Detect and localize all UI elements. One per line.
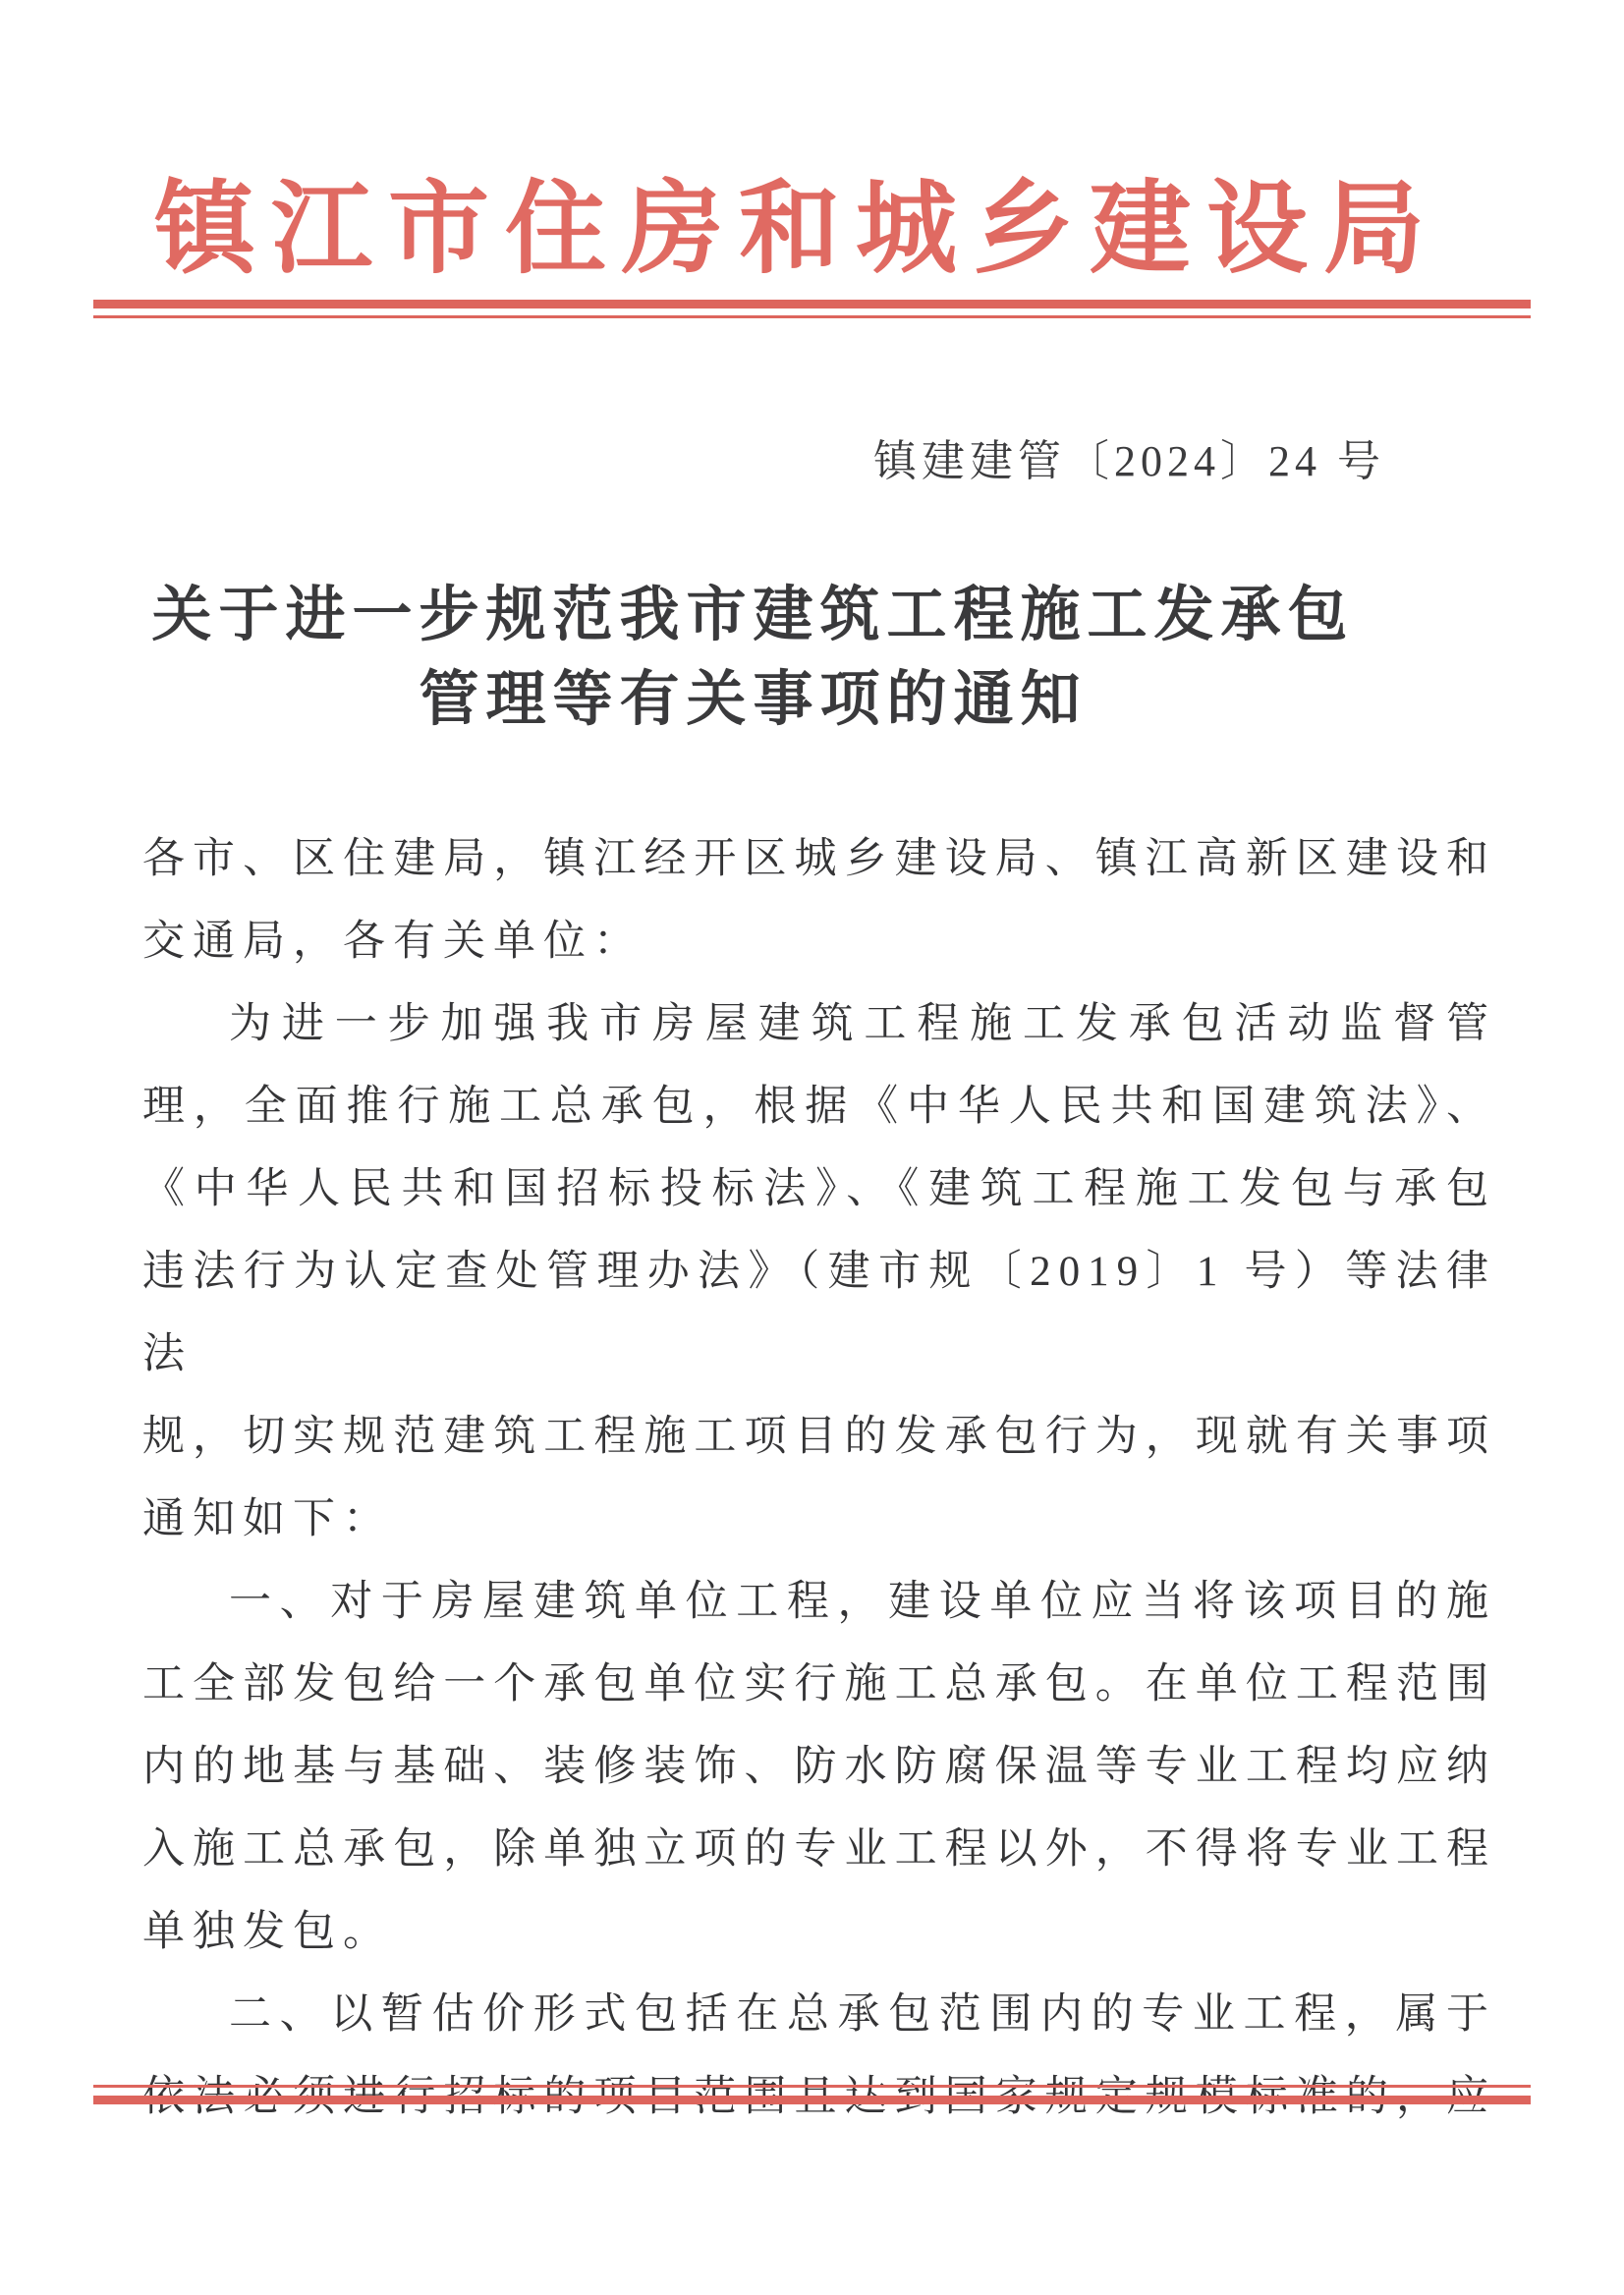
body-line-item1-3: 内的地基与基础、装修装饰、防水防腐保温等专业工程均应纳 [142,1744,1496,1790]
document-number: 镇建建管〔2024〕24 号 [873,437,1385,485]
body-line-item1-2: 工全部发包给一个承包单位实行施工总承包。在单位工程范围 [142,1661,1496,1707]
body-line-intro-4: 违法行为认定查处管理办法》（建市规〔2019〕1 号）等法律法 [142,1249,1496,1377]
header-divider-thin-line [93,315,1531,318]
body-line-intro-3: 《中华人民共和国招标投标法》、《建筑工程施工发包与承包 [142,1166,1496,1212]
footer-divider-thick-line [93,2096,1531,2104]
body-line-item1-4: 入施工总承包，除单独立项的专业工程以外，不得将专业工程 [142,1826,1496,1873]
document-body [142,818,1496,2139]
body-line-intro-1: 为进一步加强我市房屋建筑工程施工发承包活动监督管 [229,1001,1496,1047]
footer-divider [93,2085,1531,2104]
document-title-line-2: 管理等有关事项的通知 [419,665,1088,732]
agency-name: 镇江市住房和城乡建设局 [154,174,1440,286]
body-line-salutation-1: 各市、区住建局，镇江经开区城乡建设局、镇江高新区建设和 [142,836,1496,882]
footer-divider-gap [93,2088,1531,2096]
body-line-item1-1: 一、对于房屋建筑单位工程，建设单位应当将该项目的施 [229,1579,1496,1625]
document-title-line-1: 关于进一步规范我市建筑工程施工发承包 [151,581,1355,647]
header-divider-gap [93,308,1531,315]
body-line-intro-6: 通知如下： [142,1496,393,1542]
body-line-intro-5: 规，切实规范建筑工程施工项目的发承包行为，现就有关事项 [142,1414,1496,1460]
document-title [0,572,1506,741]
body-line-intro-2: 理，全面推行施工总承包，根据《中华人民共和国建筑法》、 [142,1084,1496,1130]
header-divider [93,300,1531,318]
body-line-item1-5: 单独发包。 [142,1909,393,1955]
body-line-salutation-2: 交通局，各有关单位： [142,919,644,965]
body-line-item2-1: 二、以暂估价形式包括在总承包范围内的专业工程，属于 [229,1991,1496,2038]
header-divider-thick-line [93,300,1531,308]
